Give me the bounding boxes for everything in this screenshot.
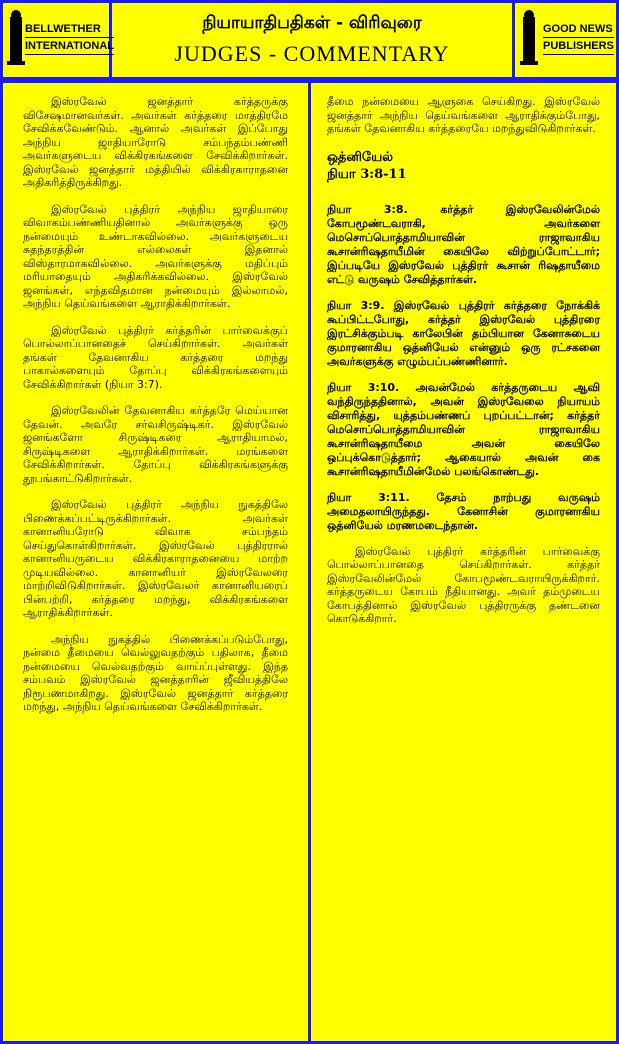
verse-text: நியா 3:8. கர்த்தர் இஸ்ரவேலின்மேல் கோபமூண்டவராகி, அவர்களை மெசொப்பொத்தாமியாவின் ராஜாவாகிய கூசான்ரிஷதாயீமின் கையிலே விற்றுப்போட்டார்; இப்படியே இஸ்ரவேல் புத்திரர் கூசான் ரிஷதாயீமை எட்டு வருஷம் சேவித்தார்கள். <box>327 202 600 286</box>
closing-paragraph: இஸ்ரவேல் புத்திரர் கர்த்தரின் பார்வைக்கு பொல்லாப்பானதை செய்கிறார்கள். கர்த்தர் இஸ்ரவேலின்மேல் கோபமூண்டவராயிருக்கிறார். கர்த்தருடைய கோபம் நீதியானது. அவர் தம்முடைய கோபத்தினால் இஸ்ரவேல் புத்திரருக்கு தண்டனை கொடுக்கிறார். <box>327 544 600 625</box>
content-columns <box>0 80 619 1044</box>
paragraph: இஸ்ரவேல் புத்திரர் அந்நிய ஜாதியாரை விவாகம்பண்ணியதினால் அவர்களுக்கு ஒரு நன்மையும் உண்டாகவில்லை. அவர்களுடைய சுதந்தரத்தின் எல்லைகள் இதனால் விஸ்தாரமாகவில்லை. அவர்களுக்கு மதிப்பும் மரியாதையும் அதிகரிக்கவில்லை. இஸ்ரவேல் ஜனங்கள், எந்தவிதமான நன்மையும் இல்லாமல், அந்நிய தெய்வங்களை ஆராதிக்கிறார்கள். <box>23 202 288 310</box>
logo-right-line2: PUBLISHERS <box>543 38 614 55</box>
paragraph: இஸ்ரவேல் புத்திரர் கர்த்தரின் பார்வைக்குப் பொல்லாப்பானதைச் செய்கிறார்கள். அவர்கள் தங்கள் தேவனாகிய கர்த்தரை மறந்து பாகால்களையும் தோப்பு விக்கிரகங்களையும் சேவிக்கிறார்கள் (நியா 3:7). <box>23 323 288 391</box>
logo-left-line1: BELLWETHER <box>25 21 114 38</box>
title-tamil: நியாயாதிபதிகள் - விரிவுரை <box>202 13 422 33</box>
header-banner <box>0 0 619 80</box>
paragraph: இஸ்ரவேலின் தேவனாகிய கர்த்தரே மெய்யான தேவன். அவரே சர்வசிருஷ்டிகர். இஸ்ரவேல் ஜனங்களோ சிருஷ்டிகரை ஆராதியாமல், சிருஷ்டிகளை ஆராதிக்கிறார்கள். மரங்களை சேவிக்கிறார்கள். தோப்பு விக்கிரகங்களுக்கு தூபங்காட்டுகிறார்கள். <box>23 404 288 485</box>
logo-right-line1: GOOD NEWS <box>543 21 614 38</box>
good-news-logo <box>512 3 616 77</box>
verse-text: நியா 3:10. அவன்மேல் கர்த்தருடைய ஆவி வந்திருந்ததினால், அவன் இஸ்ரவேலை நியாயம் விசாரித்து, யுத்தம்பண்ணப் புறப்பட்டான்; கர்த்தர் மெசொப்பொத்தாமியாவின் ராஜாவாகிய கூசான்ரிஷதாயீமை அவன் கையிலே ஒப்புக்கொடுத்தார்; ஆகையால் அவன் கை கூசான்ரிஷதாயீமின்மேல் பலங்கொண்டது. <box>327 380 600 478</box>
logo-left-line2: INTERNATIONAL <box>25 38 114 55</box>
section-heading <box>327 149 600 183</box>
paragraph: இஸ்ரவேல் புத்திரர் அந்நிய நுகத்திலே பிணைக்கப்பட்டிருக்கிறார்கள். அவர்கள் கானானியரோடு விவாக சம்பந்தம் செய்துகொள்கிறார்கள். இஸ்ரவேல் புத்திரரால் கானானியருடைய விக்கிரகாராதனையை மாற்ற முடியவில்லை. கானானியர் இஸ்ரவேலரை மாற்றிவிடுகிறார்கள். இஸ்ரவேலர் கானானியரைப் பின்பற்றி, கர்த்தரை மறந்து, விக்கிரகங்களை ஆராதிக்கிறார்கள். <box>23 498 288 619</box>
title-english: JUDGES - COMMENTARY <box>174 41 450 66</box>
left-column <box>0 80 311 1044</box>
verse-text: நியா 3:9. இஸ்ரவேல் புத்திரர் கர்த்தரை நோக்கிக் கூப்பிட்டபோது, கர்த்தர் இஸ்ரவேல் புத்திரரை இரட்சிக்கும்படி காலேபின் தம்பியான கேனாசுடைய குமாரனாகிய ஒத்னியேல் என்னும் ஒரு ரட்சகனை அவர்களுக்கு எழும்பப்பண்ணினார். <box>327 298 600 368</box>
verse-text: நியா 3:11. தேசம் நாற்பது வருஷம் அமைதலாயிருந்தது. கேனாசின் குமாரனாகிய ஒத்னியேல் மரணமடைந்தான். <box>327 490 600 532</box>
paragraph: இஸ்ரவேல் ஜனத்தார் கர்த்தருக்கு விசேஷமானவர்கள். அவர்கள் கர்த்தரை மாத்திரமே சேவிக்கவேண்டும். ஆனால் அவர்கள் இப்போது அந்நிய ஜாதியாரோடு சம்பந்தம்பண்ணி அவர்களுடைய விக்கிரகங்களை சேவிக்கிறார்கள். இஸ்ரவேல் ஜனத்தார் மத்தியில் விக்கிரகாராதனை அதிகரித்திருக்கிறது. <box>23 95 288 189</box>
bellwether-logo <box>3 3 115 77</box>
paragraph: அந்நிய நுகத்தில் பிணைக்கப்படும்போது, நன்மை தீமையை வெல்லுவதற்கும் பதிலாக, தீமை நன்மையை வெல்வதற்கும் வாய்ப்புள்ளது. இந்த சம்பவம் இஸ்ரவேல் ஜனத்தாரின் ஜீவியத்திலே நிரூபணமாகிறது. இஸ்ரவேல் ஜனத்தார் கர்த்தரை மறந்து, அந்நிய தெய்வங்களை சேவிக்கிறார்கள். <box>23 632 288 713</box>
heading-name: ஒத்னியேல் <box>327 149 394 165</box>
title-block <box>112 3 512 77</box>
right-column <box>311 80 619 1044</box>
heading-reference: நியா 3:8-11 <box>327 166 407 182</box>
intro-paragraph: தீமை நன்மையை ஆளுகை செய்கிறது. இஸ்ரவேல் ஜனத்தார் அந்நிய தெய்வங்களை ஆராதிக்கும்போது, தங்கள் தேவனாகிய கர்த்தரையே மறந்துவிடுகிறார்கள். <box>327 95 600 135</box>
